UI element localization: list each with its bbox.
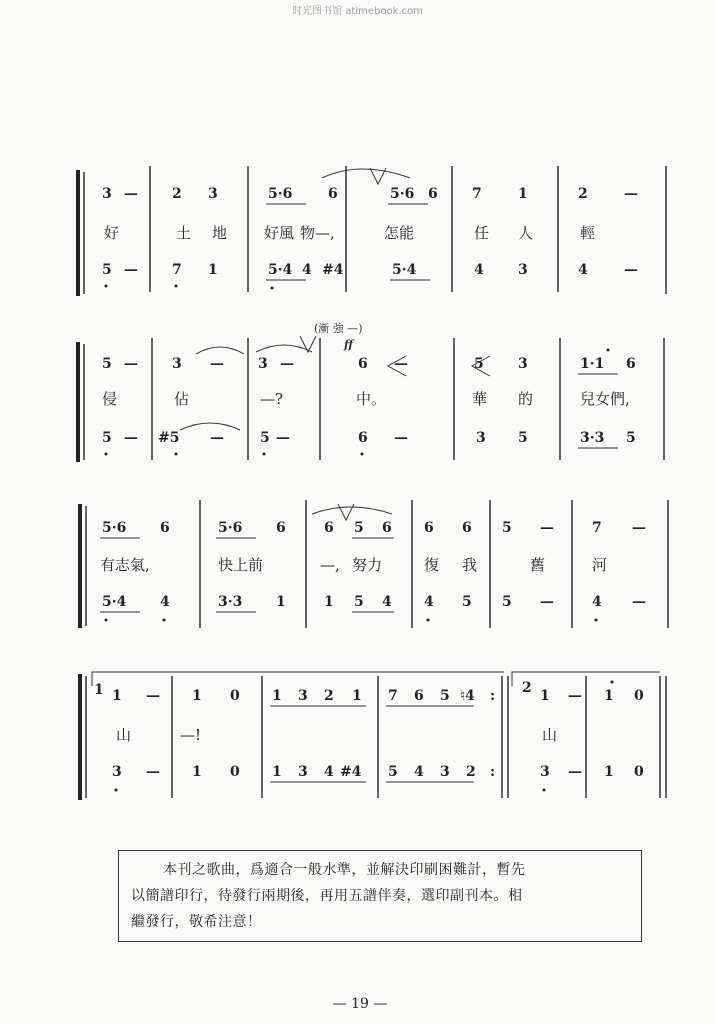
note: —: [210, 356, 224, 372]
note: 7: [388, 688, 398, 704]
note: 1: [276, 594, 286, 610]
note: 6: [324, 520, 334, 536]
note: —: [280, 356, 294, 372]
lyric: —?: [260, 390, 284, 408]
note: 1·1: [580, 356, 605, 372]
lyric: 河: [592, 556, 608, 574]
note: 3: [258, 356, 268, 372]
note: 5·4: [102, 594, 127, 610]
watermark: 时光图书馆 atimebook.com: [292, 6, 423, 17]
note: —: [632, 594, 646, 610]
note: 4: [424, 594, 434, 610]
note: —: [568, 764, 582, 780]
note: 4: [324, 764, 334, 780]
note: —: [146, 688, 160, 704]
note: —: [124, 186, 138, 202]
note: 3·3: [580, 430, 605, 446]
lyric: —!: [180, 726, 202, 744]
lyric: 好: [104, 224, 120, 242]
note: 6: [424, 520, 434, 536]
note: 5: [354, 520, 364, 536]
note: 1: [272, 688, 282, 704]
note: 6: [358, 430, 368, 446]
lyric: 的: [518, 390, 534, 408]
note: 4: [160, 594, 170, 610]
lyric: 任: [474, 224, 490, 242]
note: —: [210, 430, 224, 446]
note: 1: [604, 688, 614, 704]
note: —: [624, 186, 638, 202]
note: 3: [102, 186, 112, 202]
note: 3: [518, 356, 528, 372]
editorial-notice: [118, 850, 642, 942]
note: 1: [352, 688, 362, 704]
lyric: 兒女們,: [580, 390, 630, 408]
lyric: 人: [518, 224, 534, 242]
lyric: 中。: [356, 390, 387, 408]
note: 5: [260, 430, 270, 446]
expression-marking: (漸 強 —): [314, 322, 363, 335]
note: 6: [462, 520, 472, 536]
note: 5: [102, 356, 112, 372]
first-ending-bracket: [92, 672, 504, 686]
lyric: 我: [462, 556, 478, 574]
note: 6: [358, 356, 368, 372]
note: 5·6: [102, 520, 127, 536]
note: 5: [462, 594, 472, 610]
lyric: 有志氣,: [100, 556, 150, 574]
lyric: 舊: [530, 556, 546, 574]
lyric: 快上前: [218, 556, 264, 574]
note: —: [124, 430, 138, 446]
note: 6: [160, 520, 170, 536]
note: 1: [518, 186, 528, 202]
note: 2: [578, 186, 588, 202]
note: 5·6: [268, 186, 293, 202]
lyric: 輕: [580, 224, 596, 242]
note: 3: [208, 186, 218, 202]
note: 3: [298, 764, 308, 780]
note: 4: [474, 262, 484, 278]
note: #5: [158, 430, 180, 446]
note: 3: [112, 764, 122, 780]
note: —: [394, 430, 408, 446]
note: —: [540, 520, 554, 536]
lyric: 土: [176, 224, 192, 242]
note: 4: [302, 262, 312, 278]
note: 2: [466, 764, 476, 780]
note: 7: [472, 186, 482, 202]
lyric: 地: [212, 224, 228, 242]
lyric: 山: [116, 726, 132, 744]
note: 1: [540, 688, 550, 704]
note: 4: [592, 594, 602, 610]
lyric: 佔: [174, 390, 190, 408]
lyric: 物—,: [300, 224, 335, 242]
note: 1: [192, 764, 202, 780]
note: 1: [112, 688, 122, 704]
note: 3: [298, 688, 308, 704]
lyric: —,: [320, 556, 340, 574]
note: 6: [626, 356, 636, 372]
note: 1: [192, 688, 202, 704]
note: 4: [414, 764, 424, 780]
ending-number: 2: [522, 680, 532, 696]
note: —: [540, 594, 554, 610]
note: 0: [230, 688, 240, 704]
note: ♮4: [460, 688, 475, 704]
note: 7: [592, 520, 602, 536]
note: 3: [172, 356, 182, 372]
lyric: 好風: [264, 224, 295, 242]
note: 6: [328, 186, 338, 202]
ending-number: 1: [94, 682, 104, 698]
note: 1: [272, 764, 282, 780]
note: 3: [476, 430, 486, 446]
note: 4: [382, 594, 392, 610]
note: 0: [634, 688, 644, 704]
note: —: [624, 262, 638, 278]
note: 6: [414, 688, 424, 704]
note: —: [124, 262, 138, 278]
note: —: [276, 430, 290, 446]
note: 6: [428, 186, 438, 202]
note: 2: [172, 186, 182, 202]
lyric: 華: [472, 390, 488, 408]
note: 5: [388, 764, 398, 780]
note: 5·4: [392, 262, 417, 278]
notice-line: 以簡譜印行，待發行兩期後，再用五譜伴奏，選印副刊本。相: [131, 888, 523, 904]
note: :: [490, 764, 496, 780]
note: 5: [502, 520, 512, 536]
note: 5: [102, 262, 112, 278]
note: 3: [540, 764, 550, 780]
lyric: 侵: [102, 390, 118, 408]
note: 5: [518, 430, 528, 446]
note: 6: [382, 520, 392, 536]
lyric: 復: [424, 556, 440, 574]
lyric: 怎能: [384, 224, 415, 242]
note: 3·3: [218, 594, 243, 610]
note: 5: [626, 430, 636, 446]
note: 5: [354, 594, 364, 610]
note: —: [146, 764, 160, 780]
note: —: [568, 688, 582, 704]
note: 2: [324, 688, 334, 704]
note: 4: [578, 262, 588, 278]
notice-line: 本刊之歌曲，爲適合一般水準，並解決印刷困難計，暫先: [163, 862, 526, 878]
note: 3: [440, 764, 450, 780]
note: 5: [502, 594, 512, 610]
note: 5: [440, 688, 450, 704]
dynamic-marking: ff: [344, 338, 354, 351]
note: :: [490, 688, 496, 704]
note: 5·6: [390, 186, 415, 202]
note: 1: [324, 594, 334, 610]
note: —: [394, 356, 408, 372]
note: —: [124, 356, 138, 372]
note: 3: [518, 262, 528, 278]
note: 0: [230, 764, 240, 780]
note: —: [632, 520, 646, 536]
note: 1: [604, 764, 614, 780]
note: #4: [340, 764, 362, 780]
page-number: — 19 —: [332, 996, 388, 1012]
note: 1: [208, 262, 218, 278]
notice-line: 繼發行，敬希注意！: [131, 914, 262, 930]
note: 7: [172, 262, 182, 278]
note: 6: [276, 520, 286, 536]
note: 5·4: [268, 262, 293, 278]
lyric: 山: [542, 726, 558, 744]
note: 5: [102, 430, 112, 446]
note: 5: [474, 356, 484, 372]
note: 0: [634, 764, 644, 780]
lyric: 努力: [352, 556, 383, 574]
note: #4: [322, 262, 344, 278]
note: 5·6: [218, 520, 243, 536]
